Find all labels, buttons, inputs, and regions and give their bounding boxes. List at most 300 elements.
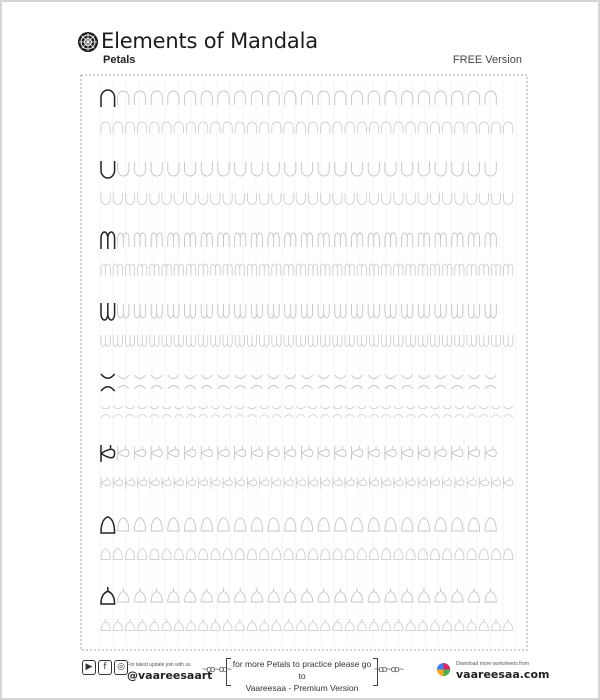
trace-petal-icon	[385, 233, 396, 247]
trace-petal-icon	[435, 588, 446, 602]
trace-row-icon	[211, 406, 220, 418]
trace-petal-icon	[418, 162, 429, 176]
trace-row-icon	[504, 264, 513, 276]
trace-petal-icon	[185, 518, 196, 531]
trace-row-icon	[357, 335, 366, 347]
trace-petal-icon	[168, 446, 179, 460]
trace-row-icon	[211, 193, 220, 205]
trace-row-icon	[296, 549, 305, 560]
trace-petal-icon	[134, 91, 145, 105]
trace-row-icon	[113, 193, 122, 205]
trace-row-icon	[308, 477, 317, 489]
trace-row-icon	[296, 264, 305, 276]
trace-row-icon	[467, 549, 476, 560]
trace-petal-icon	[402, 162, 413, 176]
trace-row-icon	[162, 122, 171, 134]
trace-petal-icon	[402, 304, 413, 318]
trace-petal-icon	[151, 91, 162, 105]
trace-petal-icon	[468, 162, 479, 176]
social-handle[interactable]: @vaareesaart	[127, 669, 213, 682]
trace-petal-icon	[385, 91, 396, 105]
trace-petal-icon	[235, 162, 246, 176]
trace-petal-icon	[268, 446, 279, 460]
trace-row-icon	[125, 264, 134, 276]
trace-petal-icon	[201, 446, 212, 460]
trace-row-icon	[247, 549, 256, 560]
trace-petal-icon	[201, 375, 212, 389]
trace-row-icon	[308, 549, 317, 560]
trace-row-icon	[369, 549, 378, 560]
trace-row-icon	[247, 193, 256, 205]
trace-petal-icon	[318, 304, 329, 318]
trace-petal-icon	[468, 233, 479, 247]
trace-row-icon	[345, 477, 354, 489]
trace-row-icon	[455, 335, 464, 347]
trace-row-icon	[394, 477, 403, 489]
trace-row-icon	[357, 477, 366, 489]
trace-petal-icon	[418, 375, 429, 389]
trace-petal-icon	[402, 446, 413, 460]
trace-petal-icon	[418, 446, 429, 460]
trace-row-icon	[418, 619, 427, 631]
trace-row-icon	[101, 122, 110, 134]
trace-petal-icon	[268, 233, 279, 247]
trace-petal-icon	[485, 446, 496, 460]
trace-row-icon	[284, 406, 293, 418]
trace-row-icon	[357, 122, 366, 133]
trace-row-icon	[113, 477, 122, 489]
trace-row-icon	[455, 549, 464, 560]
trace-petal-icon	[352, 91, 363, 105]
trace-row-icon	[113, 549, 122, 560]
trace-petal-icon	[235, 588, 246, 602]
trace-petal-icon	[118, 446, 129, 460]
trace-petal-icon	[118, 162, 129, 176]
trace-petal-icon	[185, 162, 196, 176]
trace-petal-icon	[435, 446, 446, 460]
trace-row-icon	[369, 264, 378, 276]
sample-petal-icon	[101, 517, 115, 533]
trace-row-icon	[394, 122, 403, 134]
trace-row-icon	[186, 335, 195, 347]
trace-row-icon	[443, 477, 452, 489]
trace-petal-icon	[468, 304, 479, 318]
trace-petal-icon	[435, 91, 446, 105]
trace-row-icon	[113, 406, 122, 418]
trace-row-icon	[491, 549, 500, 560]
trace-row-icon	[101, 477, 110, 489]
trace-petal-icon	[318, 162, 329, 176]
trace-row-icon	[296, 619, 305, 631]
trace-row-icon	[504, 335, 513, 347]
trace-row-icon	[272, 122, 281, 133]
trace-row-icon	[382, 264, 391, 276]
trace-petal-icon	[335, 588, 346, 602]
trace-row-icon	[284, 122, 293, 134]
trace-petal-icon	[301, 233, 312, 247]
trace-petal-icon	[301, 446, 312, 460]
trace-row-icon	[406, 619, 415, 631]
grid-frame	[81, 75, 527, 650]
trace-row-icon	[467, 335, 476, 347]
promo-line-2[interactable]: Vaareesaa - Premium Version	[245, 683, 359, 693]
trace-petal-icon	[335, 233, 346, 247]
trace-petal-icon	[185, 91, 196, 105]
trace-petal-icon	[268, 304, 279, 318]
trace-row-icon	[272, 335, 281, 347]
trace-row-icon	[125, 193, 134, 204]
trace-petal-icon	[385, 518, 396, 531]
trace-row-icon	[125, 406, 134, 418]
trace-row-icon	[125, 122, 134, 133]
trace-petal-icon	[285, 304, 296, 318]
trace-row-icon	[357, 193, 366, 204]
trace-row-icon	[406, 193, 415, 205]
trace-row-icon	[491, 619, 500, 631]
trace-row-icon	[357, 406, 366, 418]
trace-row-icon	[406, 549, 415, 560]
trace-row-icon	[211, 264, 220, 276]
trace-row-icon	[418, 122, 427, 134]
trace-row-icon	[101, 619, 110, 631]
trace-petal-icon	[368, 446, 379, 460]
trace-row-icon	[211, 619, 220, 631]
practice-grid	[80, 74, 530, 654]
trace-row-icon	[455, 122, 464, 134]
trace-petal-icon	[118, 233, 129, 247]
facebook-icon[interactable]: f	[98, 660, 112, 675]
trace-row-icon	[223, 477, 232, 489]
trace-petal-icon	[352, 162, 363, 176]
trace-petal-icon	[452, 91, 463, 105]
trace-row-icon	[199, 406, 208, 418]
trace-petal-icon	[402, 233, 413, 247]
trace-row-icon	[479, 406, 488, 418]
trace-row-icon	[272, 549, 281, 560]
trace-row-icon	[113, 122, 122, 134]
trace-row-icon	[247, 122, 256, 134]
trace-row-icon	[125, 619, 134, 631]
trace-petal-icon	[218, 162, 229, 176]
trace-petal-icon	[118, 304, 129, 318]
trace-petal-icon	[385, 162, 396, 176]
trace-petal-icon	[185, 304, 196, 318]
trace-row-icon	[321, 406, 330, 418]
trace-row-icon	[418, 406, 427, 418]
trace-row-icon	[308, 122, 317, 134]
trace-petal-icon	[268, 518, 279, 531]
trace-petal-icon	[285, 162, 296, 176]
trace-row-icon	[199, 122, 208, 134]
trace-row-icon	[504, 406, 513, 418]
trace-petal-icon	[485, 588, 496, 602]
trace-row-icon	[491, 477, 500, 489]
trace-petal-icon	[318, 233, 329, 247]
trace-petal-icon	[318, 375, 329, 389]
trace-petal-icon	[134, 304, 145, 318]
swirl-ornament-right-icon: ~ꝏ~ꝏ~	[374, 664, 404, 674]
sample-petal-icon	[101, 587, 115, 604]
trace-row-icon	[491, 335, 500, 347]
trace-petal-icon	[352, 233, 363, 247]
trace-row-icon	[223, 335, 232, 347]
trace-row-icon	[321, 193, 330, 205]
trace-petal-icon	[251, 375, 262, 389]
swirl-ornament-left-icon: ~ꝏ~ꝏ~	[202, 664, 232, 674]
trace-row-icon	[199, 549, 208, 560]
trace-row-icon	[223, 264, 232, 276]
trace-petal-icon	[201, 588, 212, 602]
trace-petal-icon	[335, 91, 346, 105]
trace-petal-icon	[285, 233, 296, 247]
trace-petal-icon	[452, 375, 463, 389]
trace-row-icon	[272, 264, 281, 276]
trace-row-icon	[162, 335, 171, 347]
trace-row-icon	[162, 193, 171, 205]
trace-petal-icon	[268, 375, 279, 389]
trace-petal-icon	[352, 518, 363, 531]
trace-petal-icon	[218, 91, 229, 105]
trace-petal-icon	[385, 304, 396, 318]
trace-row-icon	[113, 619, 122, 631]
trace-row-icon	[260, 335, 269, 347]
trace-petal-icon	[218, 446, 229, 460]
trace-row-icon	[296, 477, 305, 489]
trace-row-icon	[321, 335, 330, 347]
trace-row-icon	[455, 619, 464, 631]
trace-row-icon	[284, 549, 293, 560]
trace-petal-icon	[435, 304, 446, 318]
trace-petal-icon	[301, 588, 312, 602]
trace-petal-icon	[368, 518, 379, 531]
trace-petal-icon	[435, 375, 446, 389]
trace-row-icon	[174, 406, 183, 418]
trace-row-icon	[394, 193, 403, 205]
version-label: FREE Version	[452, 54, 522, 66]
trace-row-icon	[455, 264, 464, 276]
trace-row-icon	[296, 193, 305, 205]
trace-row-icon	[260, 264, 269, 276]
trace-row-icon	[223, 549, 232, 560]
trace-row-icon	[199, 619, 208, 631]
vaareesaa-logo-icon	[436, 662, 451, 677]
trace-petal-icon	[185, 446, 196, 460]
trace-row-icon	[101, 264, 110, 276]
trace-petal-icon	[452, 446, 463, 460]
trace-petal-icon	[168, 233, 179, 247]
trace-petal-icon	[168, 304, 179, 318]
trace-row-icon	[357, 549, 366, 560]
trace-petal-icon	[418, 304, 429, 318]
trace-petal-icon	[151, 162, 162, 176]
trace-petal-icon	[218, 233, 229, 247]
trace-row-icon	[260, 477, 269, 489]
trace-petal-icon	[285, 375, 296, 389]
trace-row-icon	[406, 335, 415, 347]
trace-row-icon	[162, 264, 171, 276]
trace-petal-icon	[151, 304, 162, 318]
trace-row-icon	[394, 406, 403, 418]
trace-row-icon	[211, 477, 220, 489]
trace-row-icon	[479, 549, 488, 560]
trace-row-icon	[150, 619, 159, 631]
trace-petal-icon	[301, 91, 312, 105]
trace-row-icon	[308, 193, 317, 205]
trace-petal-icon	[435, 233, 446, 247]
trace-row-icon	[504, 477, 513, 489]
sample-petal-icon	[101, 374, 115, 391]
trace-row-icon	[150, 477, 159, 489]
trace-row-icon	[467, 619, 476, 631]
trace-row-icon	[406, 122, 415, 134]
trace-row-icon	[223, 619, 232, 631]
sample-petal-icon	[101, 232, 115, 249]
trace-petal-icon	[485, 375, 496, 389]
trace-petal-icon	[118, 518, 129, 531]
trace-row-icon	[479, 477, 488, 489]
trace-petal-icon	[218, 588, 229, 602]
trace-row-icon	[101, 549, 110, 560]
trace-row-icon	[345, 549, 354, 560]
promo-line-1: for more Petals to practice please go to	[232, 659, 372, 681]
trace-petal-icon	[352, 375, 363, 389]
trace-row-icon	[321, 619, 330, 631]
trace-petal-icon	[468, 375, 479, 389]
trace-petal-icon	[235, 91, 246, 105]
trace-petal-icon	[485, 162, 496, 176]
trace-row-icon	[174, 122, 183, 134]
trace-row-icon	[260, 193, 269, 205]
mandala-logo-icon	[77, 31, 99, 53]
trace-row-icon	[125, 549, 134, 560]
trace-row-icon	[479, 619, 488, 631]
trace-row-icon	[443, 619, 452, 631]
trace-row-icon	[479, 122, 488, 133]
trace-petal-icon	[134, 446, 145, 460]
trace-row-icon	[479, 264, 488, 276]
trace-row-icon	[308, 264, 317, 276]
trace-row-icon	[418, 335, 427, 347]
worksheet-page	[2, 2, 598, 698]
trace-row-icon	[321, 264, 330, 276]
trace-petal-icon	[118, 588, 129, 602]
trace-row-icon	[174, 477, 183, 489]
trace-row-icon	[491, 264, 500, 276]
trace-petal-icon	[251, 162, 262, 176]
trace-petal-icon	[235, 446, 246, 460]
trace-row-icon	[467, 264, 476, 276]
trace-row-icon	[260, 122, 269, 134]
trace-petal-icon	[268, 588, 279, 602]
trace-row-icon	[150, 122, 159, 134]
social-caption: For latest update join with us	[127, 662, 191, 668]
trace-petal-icon	[201, 518, 212, 531]
download-site-link[interactable]: vaareesaa.com	[456, 668, 550, 681]
trace-row-icon	[467, 477, 476, 489]
page-title: Elements of Mandala	[101, 29, 318, 53]
trace-row-icon	[369, 619, 378, 631]
trace-petal-icon	[301, 162, 312, 176]
trace-petal-icon	[268, 162, 279, 176]
trace-petal-icon	[185, 588, 196, 602]
trace-row-icon	[150, 406, 159, 418]
trace-petal-icon	[185, 375, 196, 389]
trace-row-icon	[479, 193, 488, 204]
trace-row-icon	[296, 406, 305, 418]
trace-petal-icon	[235, 233, 246, 247]
trace-row-icon	[260, 619, 269, 631]
trace-row-icon	[321, 122, 330, 134]
trace-row-icon	[345, 122, 354, 134]
sample-petal-icon	[101, 445, 115, 462]
trace-petal-icon	[134, 162, 145, 176]
trace-petal-icon	[418, 518, 429, 531]
trace-row-icon	[491, 122, 500, 134]
trace-petal-icon	[335, 162, 346, 176]
trace-petal-icon	[168, 91, 179, 105]
trace-row-icon	[369, 406, 378, 418]
trace-petal-icon	[368, 162, 379, 176]
trace-petal-icon	[368, 233, 379, 247]
trace-row-icon	[211, 549, 220, 560]
trace-petal-icon	[335, 446, 346, 460]
trace-row-icon	[260, 406, 269, 418]
trace-row-icon	[369, 335, 378, 347]
sample-petal-icon	[101, 303, 115, 320]
youtube-icon[interactable]: ▶	[82, 660, 96, 675]
trace-petal-icon	[368, 588, 379, 602]
trace-petal-icon	[318, 91, 329, 105]
trace-row-icon	[382, 335, 391, 347]
trace-row-icon	[455, 406, 464, 418]
trace-row-icon	[247, 264, 256, 276]
trace-row-icon	[504, 619, 513, 631]
trace-row-icon	[418, 193, 427, 205]
trace-petal-icon	[134, 375, 145, 389]
trace-petal-icon	[218, 304, 229, 318]
trace-petal-icon	[251, 518, 262, 531]
trace-row-icon	[296, 335, 305, 347]
trace-petal-icon	[485, 304, 496, 318]
trace-row-icon	[174, 335, 183, 347]
trace-row-icon	[406, 264, 415, 276]
trace-row-icon	[406, 406, 415, 418]
trace-row-icon	[113, 335, 122, 347]
trace-row-icon	[162, 477, 171, 489]
trace-petal-icon	[385, 588, 396, 602]
trace-petal-icon	[151, 375, 162, 389]
trace-row-icon	[199, 335, 208, 347]
trace-petal-icon	[235, 375, 246, 389]
trace-row-icon	[394, 335, 403, 347]
trace-petal-icon	[151, 518, 162, 531]
trace-row-icon	[467, 122, 476, 134]
trace-petal-icon	[301, 304, 312, 318]
trace-petal-icon	[435, 518, 446, 531]
trace-row-icon	[125, 335, 134, 347]
trace-petal-icon	[251, 588, 262, 602]
trace-row-icon	[443, 406, 452, 418]
trace-row-icon	[223, 406, 232, 418]
trace-row-icon	[357, 264, 366, 276]
trace-row-icon	[479, 335, 488, 347]
instagram-icon[interactable]: ◎	[114, 660, 128, 675]
trace-row-icon	[284, 619, 293, 631]
trace-row-icon	[345, 335, 354, 347]
trace-petal-icon	[335, 375, 346, 389]
trace-petal-icon	[402, 588, 413, 602]
trace-row-icon	[394, 619, 403, 631]
